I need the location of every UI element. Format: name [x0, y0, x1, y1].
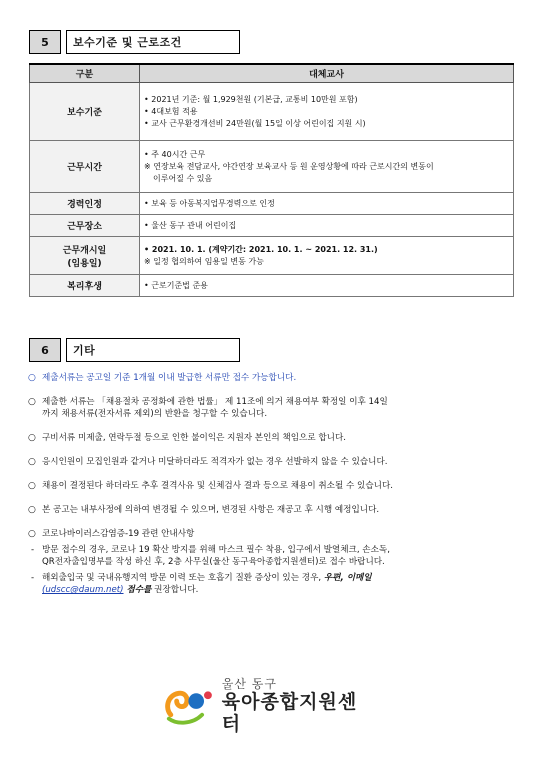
- row-line: • 근로기준법 준용: [144, 280, 208, 290]
- list-item-text: 본 공고는 내부사정에 의하여 변경될 수 있으며, 변경된 사항은 재공고 후 시행 예정입니다.: [42, 505, 380, 515]
- header-category: 구분: [30, 64, 140, 83]
- circle-bullet-icon: ○: [28, 397, 36, 407]
- dash-bullet: -: [31, 545, 35, 555]
- row-value: [140, 193, 514, 215]
- table-row-work-hours: [30, 141, 514, 193]
- list-item-text-continued: 까지 채용서류(전자서류 제외)의 반환을 청구할 수 있습니다.: [42, 409, 268, 419]
- covid-note-emphasis: 우편, 이메일: [323, 573, 372, 583]
- table-row-workplace: [30, 215, 514, 237]
- logo-center-name: 육아종합지원센터: [221, 690, 358, 735]
- center-logo: [163, 676, 373, 735]
- list-item-text: 구비서류 미제출, 연락두절 등으로 인한 불이익은 지원자 본인의 책임으로 합니다.: [42, 433, 347, 443]
- row-line: • 2021년 기준: 월 1,929천원 (기본급, 교통비 10만원 포함): [144, 94, 358, 104]
- circle-bullet-icon: ○: [28, 481, 36, 491]
- section-6-number: 6: [29, 338, 61, 362]
- covid-note-visit: [28, 544, 518, 568]
- row-label: 복리후생: [30, 275, 140, 297]
- row-label: 근무장소: [30, 215, 140, 237]
- row-line: • 주 40시간 근무: [144, 149, 206, 159]
- section-6-title: 기타: [66, 338, 240, 362]
- row-label-line: (임용일): [67, 258, 102, 269]
- list-item-text: 코로나바이러스감염증-19 관련 안내사항: [42, 529, 195, 539]
- row-line: • 교사 근무환경개선비 24만원(월 15일 이상 어린이집 지원 시): [144, 118, 366, 128]
- row-line: • 4대보험 적용: [144, 106, 198, 116]
- covid-note-text-continued: QR전자출입명부를 작성 하신 후, 2층 사무실(울산 동구육아종합지원센터)로 접수 바랍니다.: [42, 557, 385, 567]
- section-5-title: 보수기준 및 근로조건: [66, 30, 240, 54]
- row-label: [30, 237, 140, 275]
- list-item-text: 제출서류는 공고일 기준 1개월 이내 발급한 서류만 접수 가능합니다.: [42, 373, 297, 383]
- row-label-line: 근무개시일: [62, 245, 107, 256]
- list-item: [28, 432, 518, 444]
- section-6-header: [29, 338, 240, 362]
- dash-bullet: -: [31, 573, 35, 583]
- covid-note-emphasis: 접수를: [123, 585, 152, 595]
- list-item: [28, 504, 518, 516]
- header-substitute-teacher: 대체교사: [140, 64, 514, 83]
- list-item: [28, 480, 518, 492]
- list-item: [28, 396, 518, 420]
- row-value: [140, 83, 514, 141]
- row-value: [140, 275, 514, 297]
- row-line-contract-period: • 2021. 10. 1. (계약기간: 2021. 10. 1. ~ 2021. 12. 31.): [144, 244, 378, 254]
- covid-note-text: 방문 접수의 경우, 코로나 19 확산 방지를 위해 마스크 필수 착용, 입구에서 발열체크, 손소독,: [42, 545, 390, 555]
- circle-bullet-icon: ○: [28, 433, 36, 443]
- table-row-salary: [30, 83, 514, 141]
- row-line: • 울산 동구 관내 어린이집: [144, 220, 237, 230]
- row-value: [140, 237, 514, 275]
- row-label: 보수기준: [30, 83, 140, 141]
- list-item-text: 응시인원이 모집인원과 같거나 미달하더라도 적격자가 없는 경우 선발하지 않을 수 있습니다.: [42, 457, 388, 467]
- center-logo-icon: [163, 685, 216, 727]
- table-row-start-date: [30, 237, 514, 275]
- circle-bullet-icon: ○: [28, 457, 36, 467]
- email-link[interactable]: (udscc@daum.net): [42, 585, 124, 595]
- list-item: [28, 456, 518, 468]
- section-5-header: [29, 30, 240, 54]
- circle-bullet-icon: ○: [28, 373, 36, 383]
- list-item: [28, 528, 518, 540]
- circle-bullet-icon: ○: [28, 529, 36, 539]
- conditions-table: [29, 63, 514, 297]
- list-item-text: 제출한 서류는 「채용절차 공정화에 관한 법률」 제 11조에 의거 채용여부 확정일 이후 14일: [42, 397, 388, 407]
- row-value: [140, 215, 514, 237]
- covid-note-text: 해외출입국 및 국내유행지역 방문 이력 또는 호흡기 질환 증상이 있는 경우,: [42, 573, 324, 583]
- row-note: ※ 일정 협의하여 임용일 변동 가능: [144, 256, 264, 266]
- row-value: [140, 141, 514, 193]
- circle-bullet-icon: ○: [28, 505, 36, 515]
- etc-list: [28, 372, 518, 596]
- covid-note-text: 권장합니다.: [151, 585, 199, 595]
- covid-note-overseas: [28, 572, 518, 596]
- section-5-number: 5: [29, 30, 61, 54]
- center-logo-text: [222, 677, 373, 735]
- row-note: ※ 연장보육 전담교사, 야간연장 보육교사 등 원 운영상황에 따라 근로시간의 변동이: [144, 161, 434, 171]
- table-row-career: [30, 193, 514, 215]
- table-header-row: [30, 64, 514, 83]
- table-row-welfare: [30, 275, 514, 297]
- row-label: 근무시간: [30, 141, 140, 193]
- list-item: [28, 372, 518, 384]
- list-item-text: 채용이 결정된다 하더라도 추후 결격사유 및 신체검사 결과 등으로 채용이 취소될 수 있습니다.: [42, 481, 393, 491]
- row-line: • 보육 등 아동복지업무경력으로 인정: [144, 198, 275, 208]
- row-note-continued: 이루어질 수 있음: [153, 173, 213, 183]
- logo-district: 울산 동구: [221, 676, 277, 691]
- row-label: 경력인정: [30, 193, 140, 215]
